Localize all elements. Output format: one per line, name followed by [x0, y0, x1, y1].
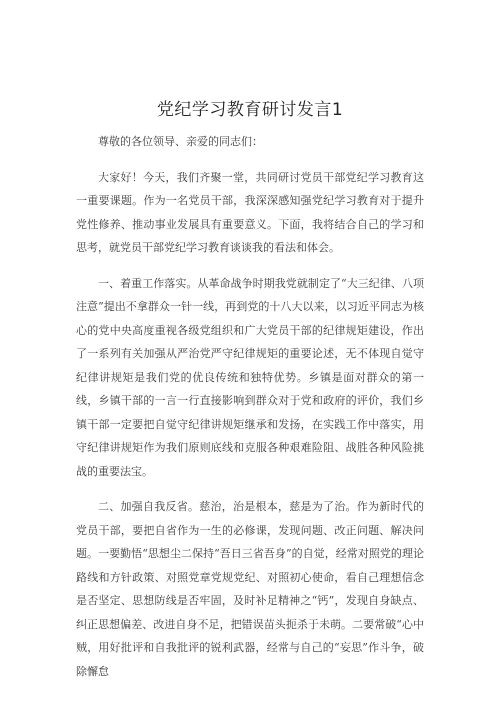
document-title: 党纪学习教育研讨发言1 [156, 100, 344, 120]
salutation: 尊敬的各位领导、亲爱的同志们： [98, 135, 263, 148]
paragraph-intro: 大家好！今天，我们齐聚一堂，共同研讨党员干部党纪学习教育这一重要课题。作为一名党员干部，我深深感知强党纪学习教育对于提升党性修养、推动事业发展具有重要意义。下面，我将结合自己的学习和思考，就党员干部党纪学习教育谈谈我的看法和体会。 [76, 170, 424, 254]
document-body [76, 130, 424, 695]
paragraph-section-1: 一、着重工作落实。从革命战争时期我党就制定了“大三纪律、八项注意”提出不拿群众一针一线，再到党的十八大以来，以习近平同志为核心的党中央高度重视各级党组织和广大党员干部的纪律规矩建设，作出了一系列有关加强从严治党严守纪律规矩的重要论述，无不体现自觉守纪律讲规矩是我们党的优良传统和独特优势。乡镇是面对群众的第一线，乡镇干部的一言一行直接影响到群众对于党和政府的评价，我们乡镇干部一定要把自觉守纪律讲规矩继承和发扬，在实践工作中落实，用守纪律讲规矩作为我们原则底线和克服各种艰难险阻、战胜各种风险挑战的重要法宝。 [76, 276, 424, 478]
paragraph-section-2: 二、加强自我反省。慈治，治是根本，慈是为了治。作为新时代的党员干部，要把自省作为一生的必修课，发现问题、改正问题、解决问题。一要勤悟“思想尘二保持“吾日三省吾身”的自觉，经常对照党的理论路线和方针政策、对照党章党规党纪、对照初心使命，看自己理想信念是否坚定、思想防线是否牢固，及时补足精神之“钙”，发现自身缺点、纠正思想偏差、改进自身不足，把错误苗头扼杀于未萌。二要常破“心中贼，用好批评和自我批评的锐利武器，经常与自己的“妄思”作斗争，破除懈怠 [76, 500, 424, 678]
